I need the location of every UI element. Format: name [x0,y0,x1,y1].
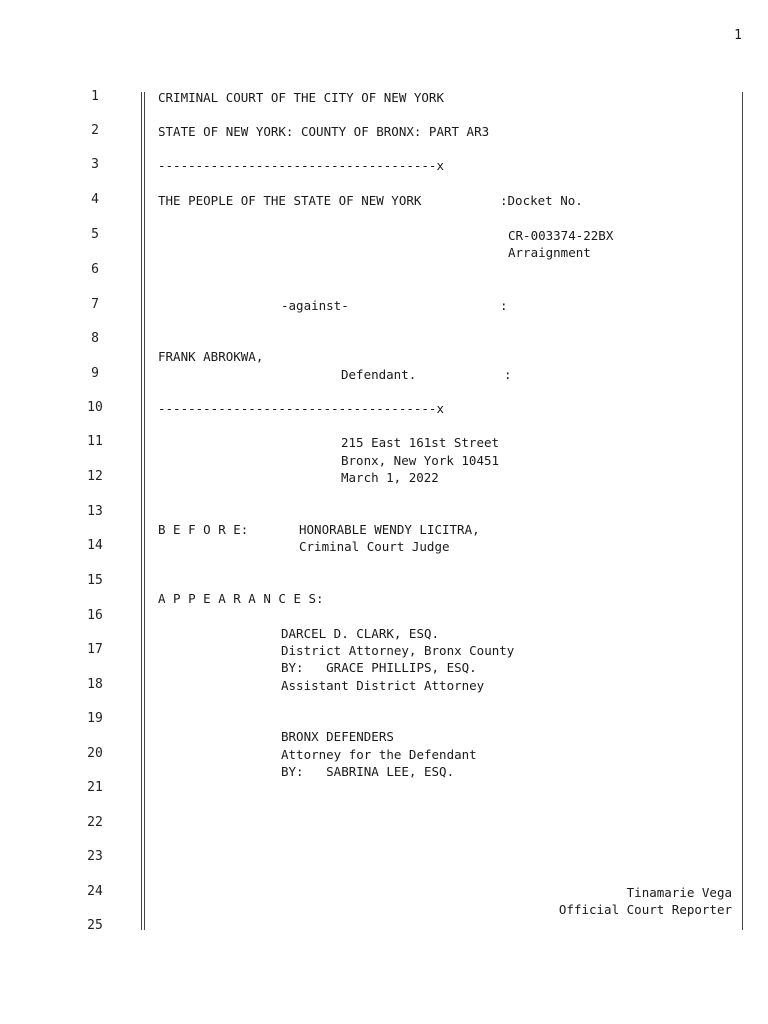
defense-title: Attorney for the Defendant [281,747,477,762]
before-label: B E F O R E: [158,522,249,537]
line-number: 21 [87,780,103,795]
line-number: 1 [91,89,99,104]
defendant-label: Defendant. [341,367,417,382]
line-number: 20 [87,746,103,761]
line-number: 24 [87,884,103,899]
line-number: 3 [91,157,99,172]
caption-divider: -------------------------------------x [158,401,444,416]
line-number: 18 [87,677,103,692]
court-name: CRIMINAL COURT OF THE CITY OF NEW YORK [158,90,444,105]
line-number: 17 [87,642,103,657]
appearances-label: A P P E A R A N C E S: [158,591,324,606]
line-number: 6 [91,262,99,277]
line-number: 10 [87,400,103,415]
line-number: 14 [87,538,103,553]
against-label: -against- [281,298,349,313]
location-city: Bronx, New York 10451 [341,453,500,468]
caption-colon: : [504,367,512,382]
defense-attorney: BY: SABRINA LEE, ESQ. [281,764,455,779]
assistant-da-title: Assistant District Attorney [281,678,485,693]
line-number: 8 [91,331,99,346]
defendant-name: FRANK ABROKWA, [158,349,264,364]
line-number: 19 [87,711,103,726]
line-number: 2 [91,123,99,138]
line-number: 23 [87,849,103,864]
judge-name: HONORABLE WENDY LICITRA, [299,522,480,537]
line-number: 22 [87,815,103,830]
docket-number: CR-003374-22BX [508,228,614,243]
left-margin-rule [144,92,145,930]
line-number: 25 [87,918,103,933]
page-number: 1 [734,28,742,43]
people-caption: THE PEOPLE OF THE STATE OF NEW YORK [158,193,422,208]
line-number: 5 [91,227,99,242]
line-number: 9 [91,366,99,381]
docket-label: :Docket No. [500,193,583,208]
proceeding-type: Arraignment [508,245,591,260]
prosecutor-name: DARCEL D. CLARK, ESQ. [281,626,440,641]
line-number: 16 [87,608,103,623]
left-margin-rule [141,92,142,930]
county-part: STATE OF NEW YORK: COUNTY OF BRONX: PART AR3 [158,124,490,139]
line-number: 11 [87,434,103,449]
reporter-name: Tinamarie Vega [626,885,732,900]
location-street: 215 East 161st Street [341,435,500,450]
line-number: 13 [87,504,103,519]
line-number: 7 [91,297,99,312]
line-number: 15 [87,573,103,588]
judge-title: Criminal Court Judge [299,539,450,554]
reporter-title: Official Court Reporter [558,902,732,917]
defense-org: BRONX DEFENDERS [281,729,394,744]
proceeding-date: March 1, 2022 [341,470,439,485]
line-number: 12 [87,469,103,484]
caption-divider: -------------------------------------x [158,158,444,173]
caption-colon: : [500,298,508,313]
assistant-da: BY: GRACE PHILLIPS, ESQ. [281,660,477,675]
line-number: 4 [91,192,99,207]
prosecutor-title: District Attorney, Bronx County [281,643,515,658]
right-margin-rule [742,92,743,930]
